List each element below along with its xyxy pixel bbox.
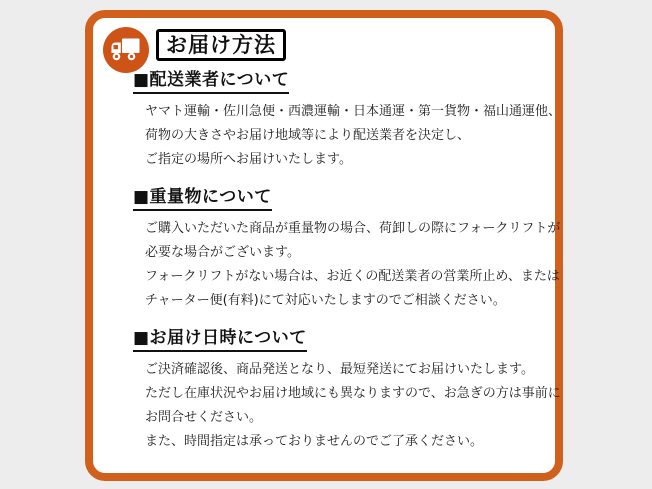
section-heading: ■配送業者について [133, 70, 547, 94]
body-line: お問合せください。 [145, 410, 263, 425]
body-line: フォークリフトがない場合は、お近くの配送業者の営業所止め、または [145, 269, 560, 284]
body-line: ご購入いただいた商品が重量物の場合、荷卸しの際にフォークリフトが [145, 221, 561, 236]
body-line: ご指定の場所へお届けいたします。 [145, 152, 352, 167]
section-delivery-datetime [133, 328, 561, 454]
section-heavy-items [133, 187, 561, 313]
section-heading: ■重量物について [133, 187, 547, 211]
section-body [133, 217, 561, 313]
body-line: また、時間指定は承っておりませんのでご了承ください。 [145, 434, 484, 449]
body-line: ただし在庫状況やお届け地域にも異なりますので、お急ぎの方は事前に [145, 386, 561, 401]
sections-list [133, 70, 562, 454]
section-shipping-carriers [133, 70, 562, 172]
section-heading: ■お届け日時について [133, 328, 547, 352]
section-body [133, 100, 562, 172]
body-line: 必要な場合がございます。 [145, 245, 300, 260]
body-line: 荷物の大きさやお届け地域等により配送業者を決定し、 [145, 128, 471, 143]
body-line: チャーター便(有料)にて対応いたしますのでご相談ください。 [145, 293, 506, 308]
page-title: お届け方法 [156, 29, 286, 61]
body-line: ご決済確認後、商品発送となり、最短発送にてお届けいたします。 [145, 362, 534, 377]
section-body [133, 358, 561, 454]
truck-icon [103, 27, 149, 73]
delivery-info-card [85, 10, 563, 481]
card-header [103, 27, 286, 73]
body-line: ヤマト運輸・佐川急便・西濃運輸・日本通運・第一貨物・福山通運他、 [145, 104, 562, 119]
